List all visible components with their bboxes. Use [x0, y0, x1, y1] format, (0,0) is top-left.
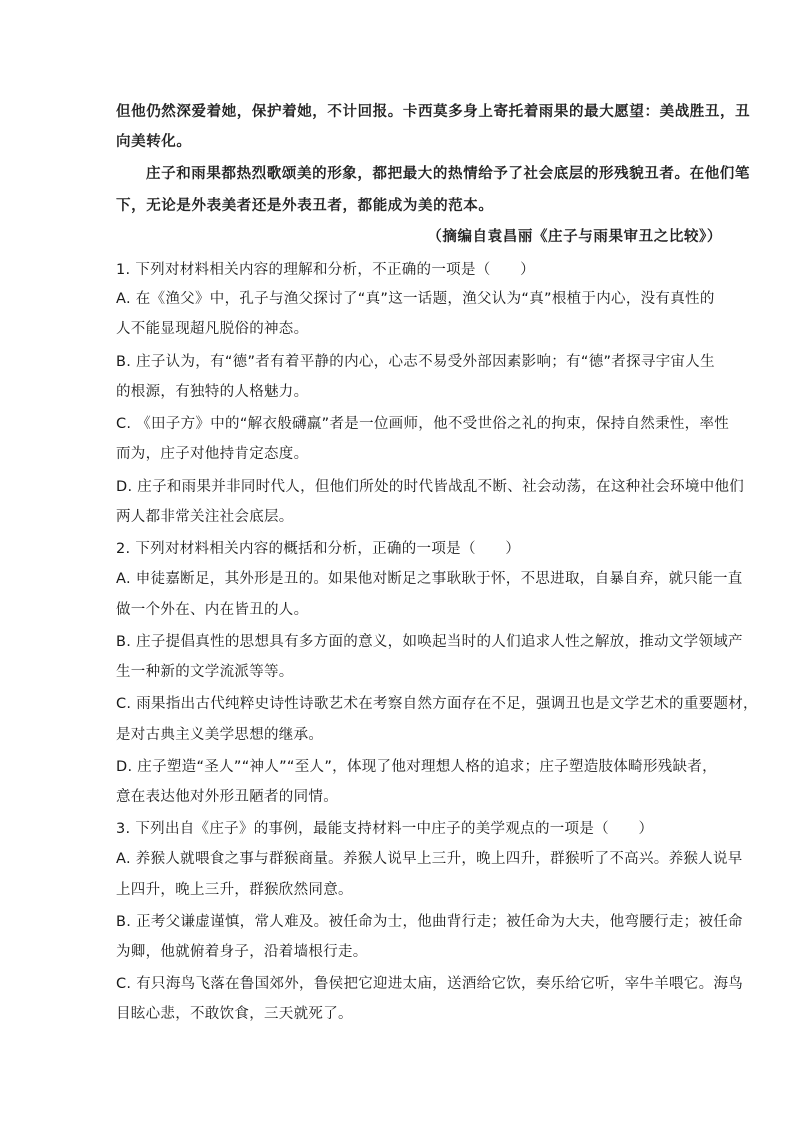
question-2-option-d-line-1: D. 庄子塑造“圣人”“神人”“至人”，体现了他对理想人格的追求；庄子塑造肢体畸形残缺者， [116, 759, 717, 775]
question-3-option-b-line-2: 为卿，他就俯着身子，沿着墙根行走。 [116, 944, 368, 960]
question-3-option-c-line-2: 目眩心悲，不敢饮食，三天就死了。 [116, 1006, 353, 1022]
question-2-option-a-line-1: A. 申徒嘉断足，其外形是丑的。如果他对断足之事耿耿于怀，不思进取，自暴自弃，就只能一直 [116, 571, 743, 587]
question-2-option-b-line-2: 生一种新的文学流派等等。 [116, 664, 294, 680]
question-1-option-c-line-2: 而为，庄子对他持肯定态度。 [116, 446, 309, 462]
passage-source: （摘编自袁昌丽《庄子与雨果审丑之比较》） [427, 228, 722, 245]
question-1-option-a-line-1: A. 在《渔父》中，孔子与渔父探讨了“真”这一话题，渔父认为“真”根植于内心，没有真性的 [116, 291, 715, 307]
question-3-option-a-line-1: A. 养猴人就喂食之事与群猴商量。养猴人说早上三升，晚上四升，群猴听了不高兴。养猴人说早 [116, 851, 743, 867]
question-2-option-c-line-2: 是对古典主义美学思想的继承。 [116, 727, 324, 743]
question-1-option-b-line-1: B. 庄子认为，有“德”者有着平静的内心，心志不易受外部因素影响；有“德”者探寻宇宙人生 [116, 354, 715, 370]
passage-line-1: 但他仍然深爱着她，保护着她，不计回报。卡西莫多身上寄托着雨果的最大愿望：美战胜丑，丑 [116, 103, 751, 120]
passage-line-4: 下，无论是外表美者还是外表丑者，都能成为美的范本。 [116, 197, 494, 214]
question-2-option-c-line-1: C. 雨果指出古代纯粹史诗性诗歌艺术在考察自然方面存在不足，强调丑也是文学艺术的重要题材， [116, 696, 758, 712]
question-1-option-d-line-1: D. 庄子和雨果并非同时代人，但他们所处的时代皆战乱不断、社会动荡，在这种社会环境中他们 [116, 479, 745, 495]
question-1-stem: 1. 下列对材料相关内容的理解和分析，不正确的一项是（ ） [116, 262, 535, 278]
question-2-option-a-line-2: 做一个外在、内在皆丑的人。 [116, 602, 309, 618]
question-3-option-b-line-1: B. 正考父谦虚谨慎，常人难及。被任命为士，他曲背行走；被任命为大夫，他弯腰行走；被任命 [116, 914, 743, 930]
question-1-option-b-line-2: 的根源，有独特的人格魅力。 [116, 384, 309, 400]
question-2-stem: 2. 下列对材料相关内容的概括和分析，正确的一项是（ ） [116, 541, 521, 557]
question-1-option-a-line-2: 人不能显现超凡脱俗的神态。 [116, 321, 309, 337]
question-2-option-d-line-2: 意在表达他对外形丑陋者的同情。 [116, 789, 338, 805]
question-3-option-a-line-2: 上四升，晚上三升，群猴欣然同意。 [116, 882, 353, 898]
passage-line-2: 向美转化。 [116, 133, 192, 150]
question-2-option-b-line-1: B. 庄子提倡真性的思想具有多方面的意义，如唤起当时的人们追求人性之解放，推动文学领域产 [116, 634, 743, 650]
question-3-option-c-line-1: C. 有只海鸟飞落在鲁国郊外，鲁侯把它迎进太庙，送酒给它饮，奏乐给它听，宰牛羊喂它。海鸟 [116, 976, 744, 992]
passage-line-3: 庄子和雨果都热烈歌颂美的形象，都把最大的热情给予了社会底层的形残貌丑者。在他们笔 [146, 165, 750, 182]
question-1-option-c-line-1: C. 《田子方》中的“解衣般礴羸”者是一位画师，他不受世俗之礼的拘束，保持自然秉性，率性 [116, 416, 730, 432]
question-3-stem: 3. 下列出自《庄子》的事例，最能支持材料一中庄子的美学观点的一项是（ ） [116, 821, 654, 837]
question-1-option-d-line-2: 两人都非常关注社会底层。 [116, 509, 294, 525]
